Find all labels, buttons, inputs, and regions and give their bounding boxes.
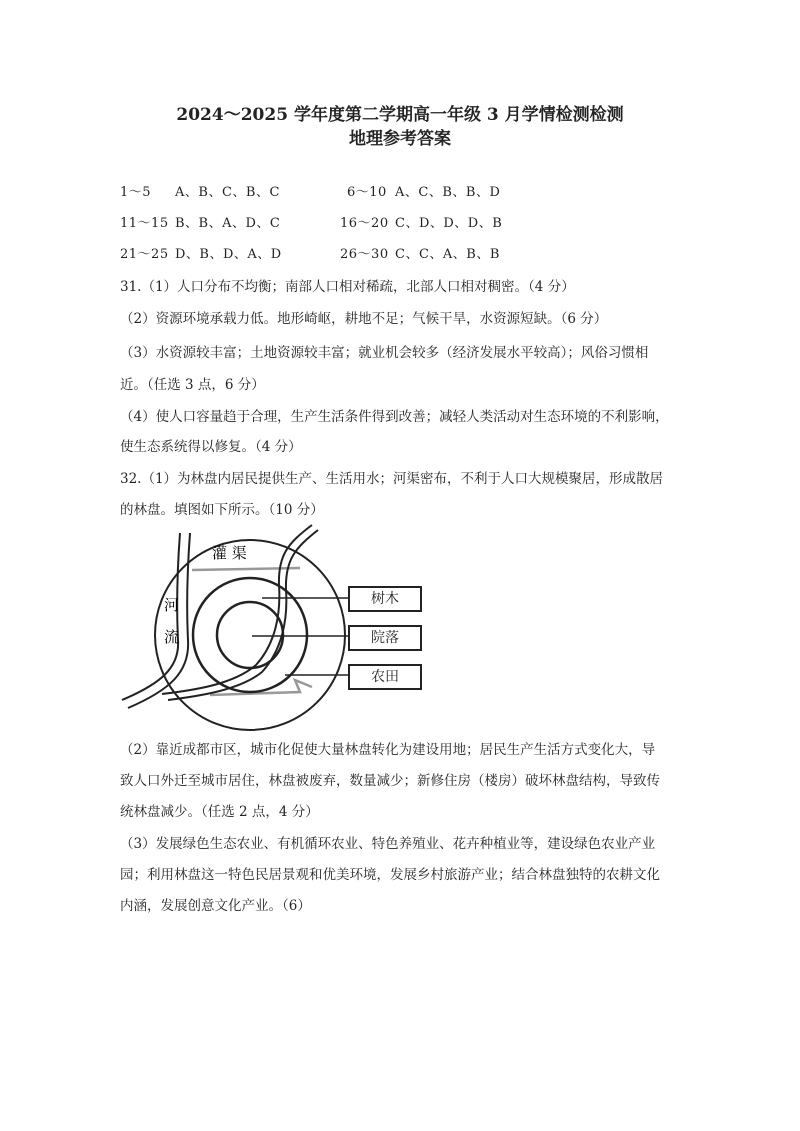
river-label-1: 河 xyxy=(164,596,180,614)
farmland-label-box: 农田 xyxy=(348,664,422,690)
q31-part4-cont: 使生态系统得以修复。（4 分） xyxy=(120,439,302,455)
trees-label-box: 树木 xyxy=(348,586,422,612)
answer-range: 11～15 xyxy=(120,216,169,231)
q32-part2-cont: 致人口外迁至城市居住，林盘被废弃，数量减少；新修住房（楼房）破坏林盘结构，导致传 xyxy=(120,773,660,789)
q31-part4: （4）使人口容量趋于合理，生产生活条件得到改善；减轻人类活动对生态环境的不利影响， xyxy=(120,409,669,425)
answer-range: 26～30 xyxy=(340,247,389,262)
q32-part1-cont: 的林盘。填图如下所示。（10 分） xyxy=(120,502,324,518)
answer-range: 21～25 xyxy=(120,247,169,262)
q32-part2-cont2: 统林盘减少。（任选 2 点，4 分） xyxy=(120,804,319,820)
answer-values: C、C、A、B、B xyxy=(395,247,500,262)
q31-part1: 31.（1）人口分布不均衡；南部人口相对稀疏，北部人口相对稠密。（4 分） xyxy=(120,279,575,295)
answer-values: A、C、B、B、D xyxy=(395,185,501,200)
q31-part3-cont: 近。（任选 3 点，6 分） xyxy=(120,377,265,393)
page-title: 2024～2025 学年度第二学期高一年级 3 月学情检测检测 xyxy=(176,105,624,125)
q32-part3-cont: 园；利用林盘这一特色民居景观和优美环境，发展乡村旅游产业；结合林盘独特的农耕文化 xyxy=(120,867,660,883)
answer-range: 6～10 xyxy=(347,185,387,200)
courtyard-label-box: 院落 xyxy=(348,625,422,651)
answer-range: 16～20 xyxy=(340,216,389,231)
answer-values: A、B、C、B、C xyxy=(175,185,280,200)
river-label-2: 流 xyxy=(164,628,180,646)
q31-part3: （3）水资源较丰富；土地资源较丰富；就业机会较多（经济发展水平较高）；风俗习惯相 xyxy=(120,345,649,361)
q31-part2: （2）资源环境承载力低。地形崎岖，耕地不足；气候干旱，水资源短缺。（6 分） xyxy=(120,311,608,327)
answer-range: 1～5 xyxy=(120,185,152,200)
q32-part2: （2）靠近成都市区，城市化促使大量林盘转化为建设用地；居民生产生活方式变化大，导 xyxy=(120,742,656,758)
answer-values: C、D、D、D、B xyxy=(395,216,503,231)
q32-part1: 32.（1）为林盘内居民提供生产、生活用水；河渠密布，不利于人口大规模聚居，形成散居 xyxy=(120,471,664,487)
answer-values: D、B、D、A、D xyxy=(175,247,282,262)
q32-part3-cont2: 内涵，发展创意文化产业。（6） xyxy=(120,898,311,914)
q32-part3: （3）发展绿色生态农业、有机循环农业、特色养殖业、花卉种植业等，建设绿色农业产业 xyxy=(120,836,656,852)
page-subtitle: 地理参考答案 xyxy=(349,129,451,149)
answer-values: B、B、A、D、C xyxy=(175,216,281,231)
canal-label: 灌 渠 xyxy=(212,544,247,562)
